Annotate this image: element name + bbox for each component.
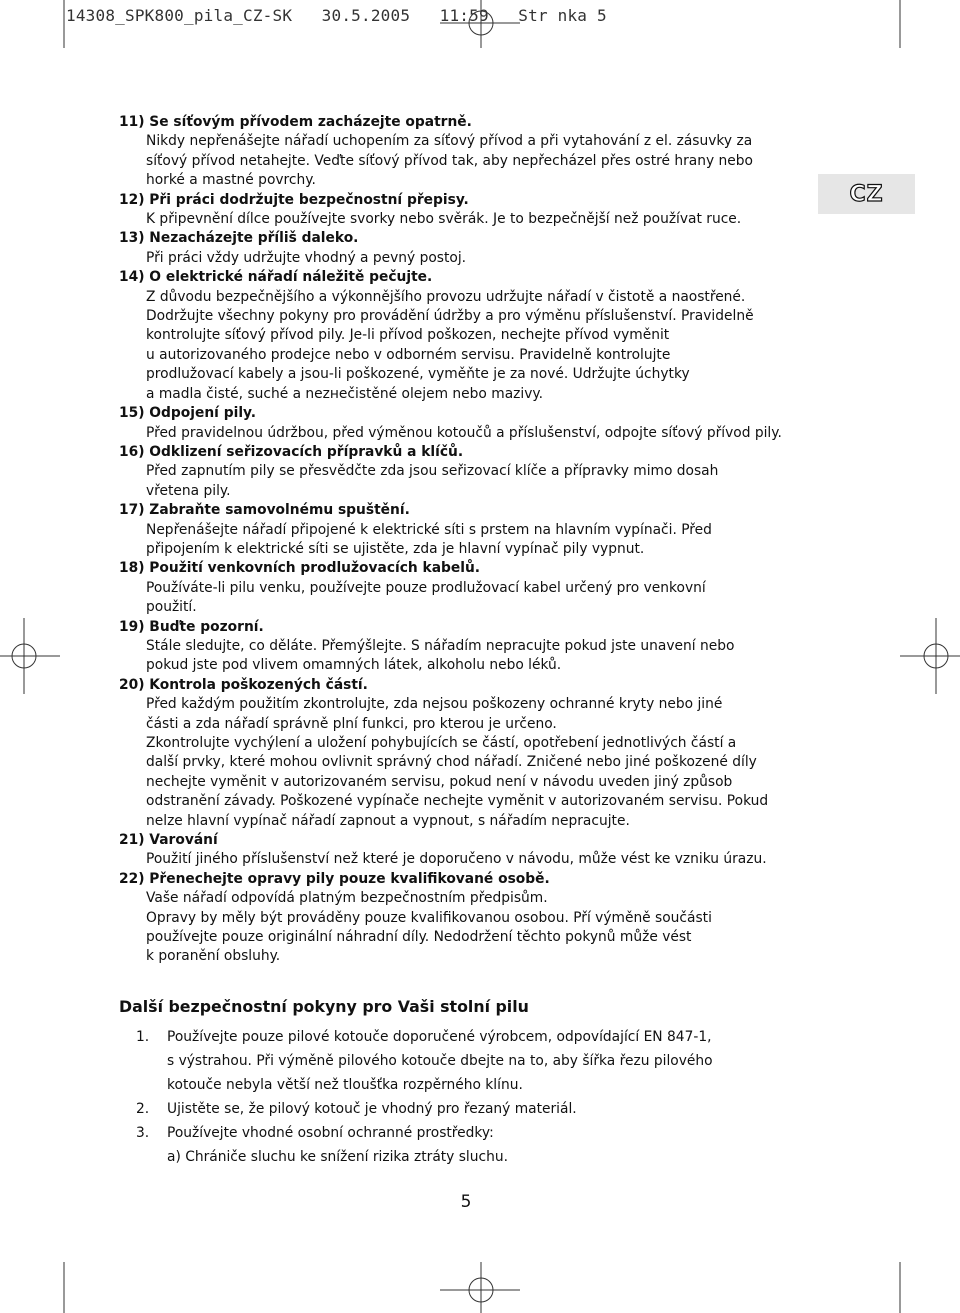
safety-instructions-list [119,113,819,967]
instruction-item [119,676,819,831]
instruction-title: 22) Přenechejte opravy pily pouze kvalifikované osobě. [119,870,550,887]
instruction-line: u autorizovaného prodejce nebo v odborném servisu. Pravidelně kontrolujte [146,346,671,363]
list-item-continuation [119,1049,819,1073]
instruction-line: další prvky, které mohou ovlivnit správný chod nářadí. Zničené nebo jiné poškozené díly [146,754,757,771]
language-badge-label: CZ [849,181,884,207]
instruction-line: části a zda nářadí správně plní funkci, pro kterou je určeno. [146,715,557,732]
instruction-line: Stále sledujte, co děláte. Přemýšlejte. S nářadím nepracujte pokud jste unavení nebo [146,637,735,654]
instruction-line: vřetena pily. [146,482,231,499]
instruction-title: 16) Odklizení seřizovacích přípravků a klíčů. [119,443,464,460]
instruction-line: Zkontrolujte vychýlení a uložení pohybujících se částí, opotřebení jednotlivých částí a [146,735,737,751]
instruction-line: nelze hlavní vypínač nářadí zapnout a vypnout, s nářadím nepracujte. [146,812,630,829]
instruction-item [119,404,819,443]
instruction-title: 20) Kontrola poškozených částí. [119,676,368,693]
instruction-item [119,831,819,870]
instruction-title: 15) Odpojení pily. [119,405,257,422]
additional-safety-section [119,996,819,1169]
instruction-line: Nepřenášejte nářadí připojené k elektrické síti s prstem na hlavním vypínači. Před [146,521,712,538]
instruction-line: prodlužovací kabely a jsou-li poškozené, vyměňte je za nové. Udržujte úchytky [146,366,690,383]
page-number: 5 [460,1192,472,1212]
list-item [119,1121,819,1145]
language-badge [818,174,915,214]
instruction-line: používejte pouze originální náhradní díly. Nedodržení těchto pokynů může vést [146,929,692,946]
instruction-title: 13) Nezacházejte příliš daleko. [119,230,359,247]
instruction-line: Z důvodu bezpečnějšího a výkonnějšího provozu udržujte nářadí v čistotě a naostřené. [146,288,746,305]
list-text: s výstrahou. Při výměně pilového kotouče dbejte na to, aby šířka řezu pilového [167,1053,713,1069]
instruction-item [119,501,819,559]
list-text: Ujistěte se, že pilový kotouč je vhodný pro řezaný materiál. [167,1101,577,1117]
instruction-line: použití. [146,599,197,616]
list-text: Používejte pouze pilové kotouče doporučené výrobcem, odpovídající EN 847-1, [167,1029,712,1045]
instruction-item [119,268,819,404]
registration-mark-right [900,618,960,694]
instruction-item [119,870,819,967]
list-item-continuation [119,1073,819,1097]
sub-list-item: a) Chrániče sluchu ke snížení rizika ztráty sluchu. [167,1149,508,1165]
instruction-line: pokud jste pod vlivem omamných látek, alkoholu nebo léků. [146,657,562,674]
list-number: 1. [136,1029,150,1045]
list-number: 3. [136,1125,150,1141]
instruction-line: Používáte-li pilu venku, používejte pouze prodlužovací kabel určený pro venkovní [146,579,706,596]
list-text: kotouče nebyla větší než tloušťka rozpěrného klínu. [167,1077,523,1093]
instruction-title: 19) Buďte pozorní. [119,618,264,635]
instruction-title: 11) Se síťovým přívodem zacházejte opatrně. [119,114,472,130]
instruction-line: horké a mastné povrchy. [146,172,316,189]
instruction-title: 17) Zabraňte samovolnému spuštění. [119,502,410,519]
instruction-item [119,559,819,617]
instruction-line: Opravy by měly být prováděny pouze kvalifikovanou osobou. Pří výměně součásti [146,909,712,926]
registration-mark-bottom [440,1262,520,1313]
list-item [119,1025,819,1049]
list-number: 2. [136,1101,150,1117]
instruction-item [119,618,819,676]
section-heading: Další bezpečnostní pokyny pro Vaši stolní pilu [119,997,529,1016]
list-item [119,1097,819,1121]
instruction-line: nechejte vyměnit v autorizovaném servisu, pokud není v návodu uveden jiný způsob [146,773,733,790]
instruction-item [119,229,819,268]
instruction-item [119,443,819,501]
instruction-line: kontrolujte síťový přívod pily. Je-li přívod poškozen, nechejte přívod vyměnit [146,327,670,344]
instruction-line: Nikdy nepřenášejte nářadí uchopením za síťový přívod a při vytahování z el. zásuvky za [146,133,753,150]
instruction-line: Při práci vždy udržujte vhodný a pevný postoj. [146,249,467,266]
instruction-line: a madla čisté, suché a nezнečistěné olejem nebo mazivy. [146,385,543,402]
instruction-line: Před pravidelnou údržbou, před výměnou kotoučů a příslušenství, odpojte síťový přívod pily. [146,424,782,441]
instruction-item [119,191,819,230]
instruction-title: 14) O elektrické nářadí náležitě pečujte. [119,269,433,286]
instruction-item [119,113,819,191]
instruction-line: Před zapnutím pily se přesvědčte zda jsou seřizovací klíče a přípravky mimo dosah [146,463,719,480]
instruction-line: Dodržujte všechny pokyny pro provádění údržby a pro výměnu příslušenství. Pravidelně [146,308,754,325]
instruction-line: připojením k elektrické síti se ujistěte, zda je hlavní vypínač pily vypnut. [146,540,645,557]
list-text: Používejte vhodné osobní ochranné prostředky: [167,1125,494,1141]
print-slug: 14308_SPK800_pila_CZ-SK 30.5.2005 11:59 Str nka 5 [66,6,607,25]
instruction-title: 12) Při práci dodržujte bezpečnostní přepisy. [119,191,469,208]
instruction-line: odstranění závady. Poškozené vypínače nechejte vyměnit v autorizovaném servisu. Pokud [146,793,769,810]
instruction-title: 18) Použití venkovních prodlužovacích kabelů. [119,560,481,577]
instruction-line: k poranění obsluhy. [146,948,281,965]
numbered-list [119,1025,819,1169]
instruction-line: Použití jiného příslušenství než které je doporučeno v návodu, může vést ke vzniku úrazu. [146,851,767,868]
instruction-title: 21) Varování [119,832,218,849]
instruction-line: síťový přívod netahejte. Veďte síťový přívod tak, aby nepřecházel přes ostré hrany nebo [146,152,753,169]
registration-mark-left [0,618,60,694]
instruction-line: K připevnění dílce používejte svorky nebo svěrák. Je to bezpečnější než používat ruce. [146,211,742,228]
instruction-line: Vaše nářadí odpovídá platným bezpečnostním předpisům. [146,890,548,907]
instruction-line: Před každým použitím zkontrolujte, zda nejsou poškozeny ochranné kryty nebo jiné [146,696,723,713]
